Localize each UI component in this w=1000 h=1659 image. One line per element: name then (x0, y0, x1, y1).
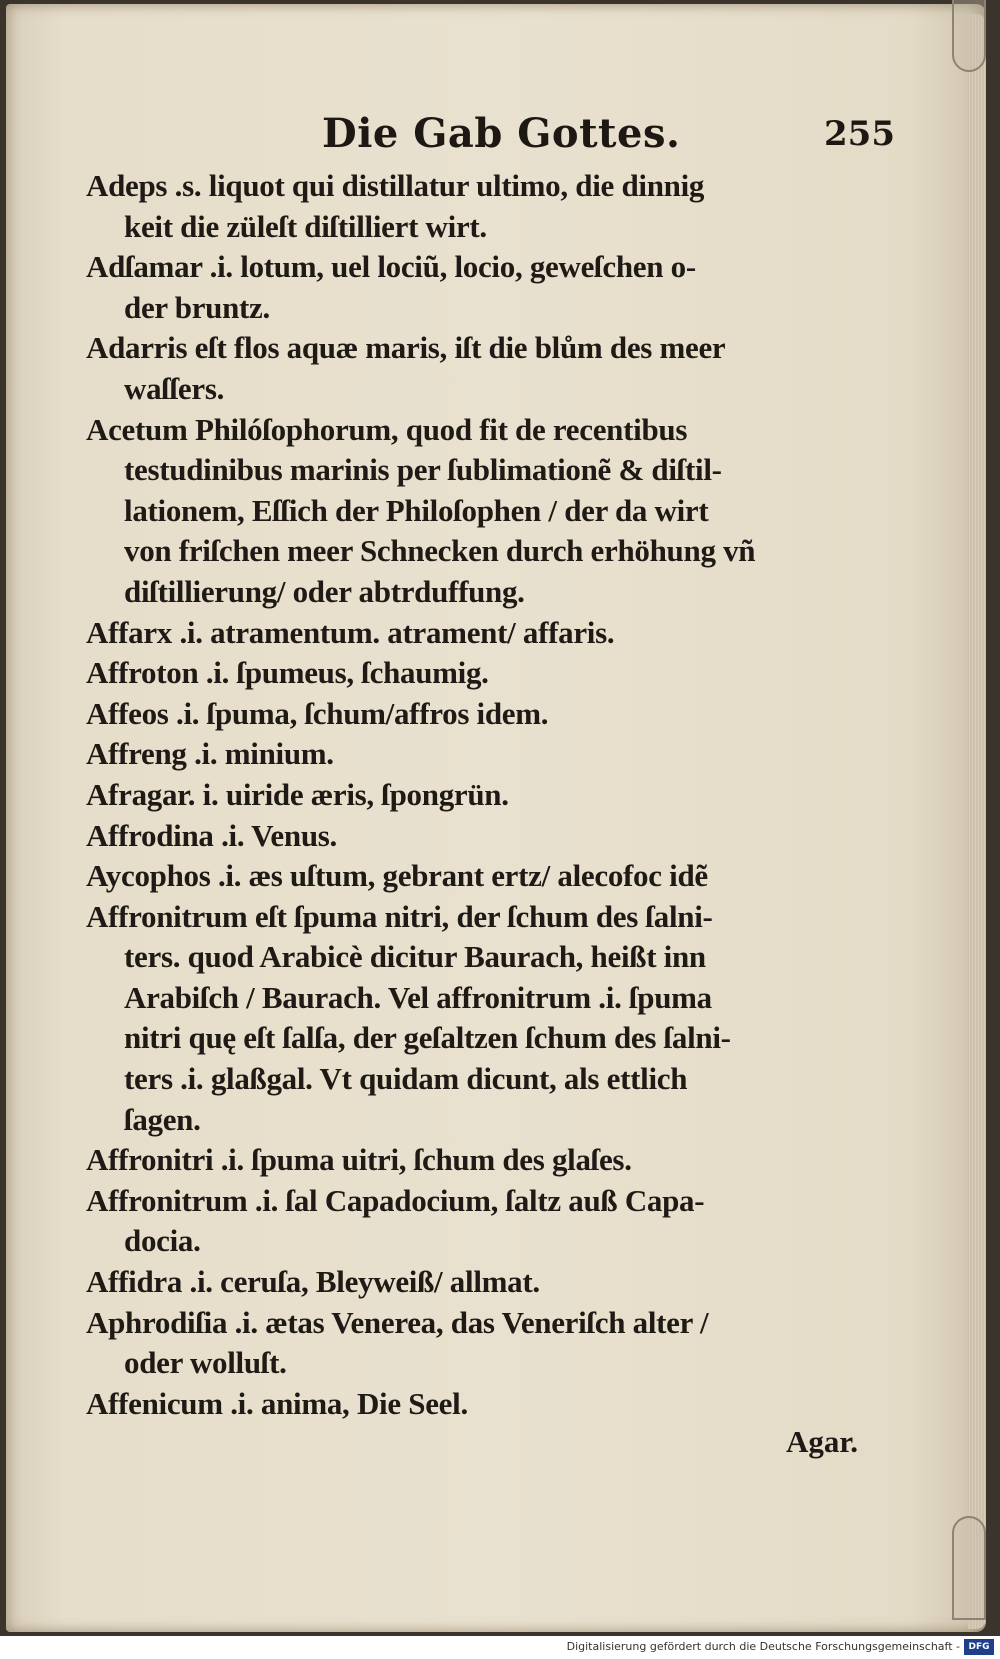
glossary-entry: Aphrodiſia .i. ætas Venerea, das Veneriſch alter / oder wolluſt. (86, 1304, 709, 1381)
glossary-entry: Acetum Philóſophorum, quod fit de recentibus testudinibus marinis per ſublimationẽ & diſtil- lationem, Eſſich der Philoſophen / der da wirt von friſchen meer Schnecken durch erhöhung vñ diſtillierung/ oder abtrduffung. (86, 411, 756, 609)
glossary-entry: Affeos .i. ſpuma, ſchum/affros idem. (86, 695, 549, 731)
glossary-entry: Aycophos .i. æs uſtum, gebrant ertz/ alecofoc idẽ (86, 858, 708, 894)
book-page (6, 4, 986, 1632)
digitization-footer (0, 1636, 1000, 1659)
catchword: Agar. (786, 1424, 859, 1459)
page-clip-bottom (952, 1516, 986, 1620)
glossary-entry: Adeps .s. liquot qui distillatur ultimo, die dinnig keit die züleſt diſtilliert wirt. (86, 168, 705, 244)
page-clip-top (952, 0, 986, 72)
funding-credit: Digitalisierung gefördert durch die Deutsche Forschungsgemeinschaft - (566, 1640, 960, 1653)
glossary-entry: Affarx .i. atramentum. atrament/ affaris. (86, 614, 615, 650)
glossary-entry: Affenicum .i. anima, Die Seel. (86, 1385, 468, 1421)
dfg-logo-icon: DFG (964, 1639, 994, 1655)
page-edge (968, 14, 986, 1629)
glossary-entry: Affrodina .i. Venus. (86, 817, 337, 853)
running-head-title: Die Gab Gottes. (322, 110, 681, 157)
glossary-entry: Adarris eſt flos aquæ maris, iſt die blům des meer waſſers. (86, 330, 726, 406)
glossary-entry: Affreng .i. minium. (86, 736, 334, 772)
glossary-entry: Affronitrum .i. ſal Capadocium, ſaltz auß Capa- docia. (86, 1182, 705, 1259)
running-head (6, 110, 986, 160)
page-number: 255 (824, 114, 895, 154)
glossary-entry: Affroton .i. ſpumeus, ſchaumig. (86, 655, 489, 691)
glossary-entry: Affidra .i. ceruſa, Bleyweiß/ allmat. (86, 1264, 540, 1300)
glossary-entry: Affronitri .i. ſpuma uitri, ſchum des glaſes. (86, 1142, 632, 1178)
glossary-entry: Adſamar .i. lotum, uel lociũ, locio, geweſchen o- der bruntz. (86, 249, 696, 325)
glossary-entry: Affronitrum eſt ſpuma nitri, der ſchum des ſalni- ters. quod Arabicè dicitur Baurach, heißt inn Arabiſch / Baurach. Vel affronitrum .i. ſpuma nitri quę eſt ſalſa, der geſaltzen ſchum des ſalni- ters .i. glaßgal. Vt quidam dicunt, als ettlich ſagen. (86, 898, 731, 1137)
glossary-entries (86, 166, 896, 1424)
glossary-entry: Afragar. i. uiride æris, ſpongrün. (86, 776, 509, 812)
